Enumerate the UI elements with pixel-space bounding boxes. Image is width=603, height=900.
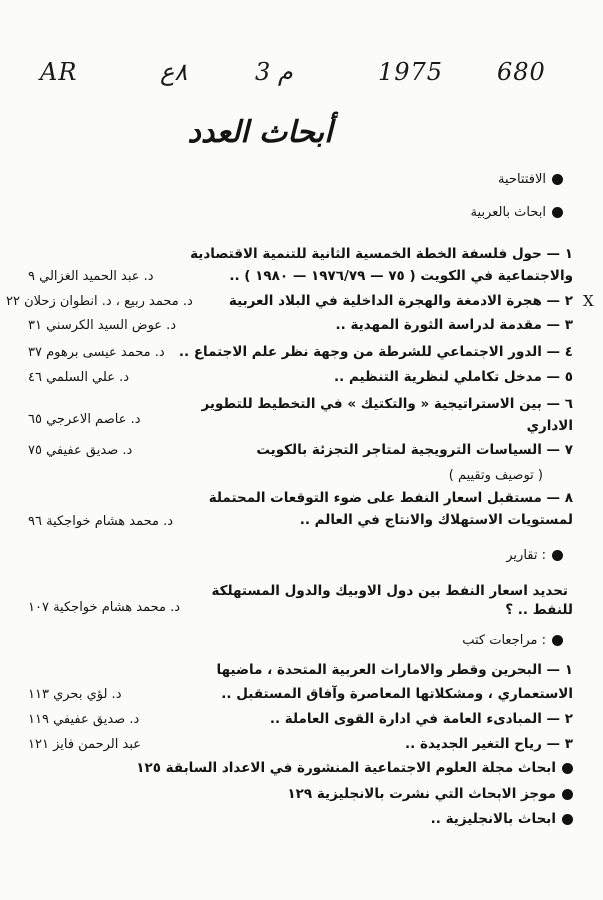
bullet-icon [562,789,573,800]
review-1-line1: ١ — البحرين وقطر والامارات العربية المتحدة ، ماضيها [216,662,573,678]
review-3-author: عبد الرحمن فايز ١٢١ [28,737,142,752]
page-title: أبحاث العدد [187,115,333,150]
article-4-author: د. محمد عيسى برهوم ٣٧ [28,345,165,360]
bullet-icon [562,814,573,825]
article-3-author: د. عوض السيد الكرسني ٣١ [28,318,177,333]
article-7-title: ٧ — السياسات الترويجية لمتاجر التجزئة بالكويت [256,442,573,458]
handwritten-year: 1975 [378,58,444,86]
article-8-author: د. محمد هشام خواجكية ٩٦ [28,514,174,529]
article-6-author: د. عاصم الاعرجي ٦٥ [28,412,141,427]
article-6-line1: ٦ — بين الاستراتيجية « والتكتيك » في التخطيط للتطوير [201,396,573,412]
review-3-title: ٣ — رياح التغير الجديدة .. [405,736,573,752]
section-opening: الافتتاحية [498,172,563,187]
section-book-reviews: : مراجعات كتب [462,633,563,648]
review-1-author: د. لؤي بحري ١١٣ [28,687,122,702]
section-reports: : تقارير [506,548,563,563]
bullet-icon [552,174,563,185]
article-8-line1: ٨ — مستقبل اسعار النفط على ضوء التوقعات المحتملة [208,490,573,506]
article-1-author: د. عبد الحميد الغزالي ٩ [28,269,154,284]
report-line2: للنفط .. ؟ [505,602,573,618]
article-4-title: ٤ — الدور الاجتماعي للشرطة من وجهة نظر علم الاجتماع .. [178,344,573,360]
bullet-icon [552,550,563,561]
bullet-icon [552,635,563,646]
report-author: د. محمد هشام خواجكية ١٠٧ [28,600,181,615]
article-1-line1: ١ — حول فلسفة الخطة الخمسية الثانية للتنمية الاقتصادية [190,246,573,262]
bullet-icon [552,207,563,218]
article-1-line2: والاجتماعية في الكويت ( ٧٥ — ١٩٧٦/٧٩ — ١٩٨٠ ) .. [229,268,573,284]
review-2-title: ٢ — المبادىء العامة في ادارة القوى العاملة .. [269,711,573,727]
bullet-icon [562,763,573,774]
article-7-author: د. صديق عفيفي ٧٥ [28,443,133,458]
closing-english-summary: موجز الابحاث التي نشرت بالانجليزية ١٢٩ [287,786,573,802]
article-6-line2: الاداري [526,418,573,434]
review-1-line2: الاستعماري ، ومشكلاتها المعاصرة وآفاق المستقبل .. [221,686,573,702]
article-5-author: د. علي السلمي ٤٦ [28,370,130,385]
handwritten-volume: 3 م [255,58,293,86]
section-arabic-research: ابحاث بالعربية [471,205,563,220]
closing-english-research: ابحاث بالانجليزية .. [431,811,573,827]
handwritten-code: AR [40,58,78,86]
article-3-title: ٣ — مقدمة لدراسة الثورة المهدية .. [335,317,573,333]
handwritten-issue: ٨ع [160,58,188,86]
report-line1: تحديد اسعار النفط بين دول الاوبيك والدول المستهلكة [211,583,568,599]
margin-mark: X [583,292,594,310]
closing-published: ابحاث مجلة العلوم الاجتماعية المنشورة في الاعداد السابقة ١٢٥ [136,760,573,776]
handwritten-page-code: 680 [497,58,546,86]
review-2-author: د. صديق عفيفي ١١٩ [28,712,140,727]
article-2-title: ٢ — هجرة الادمغة والهجرة الداخلية في البلاد العربية [228,293,573,309]
article-2-author: د. محمد ربيع ، د. انطوان زحلان ٢٢ [6,294,193,309]
article-5-title: ٥ — مدخل تكاملي لنظرية التنظيم .. [333,369,573,385]
article-8-line2: لمستويات الاستهلاك والانتاج في العالم .. [299,512,573,528]
evaluation-note: ( توصيف وتقييم ) [448,468,543,483]
